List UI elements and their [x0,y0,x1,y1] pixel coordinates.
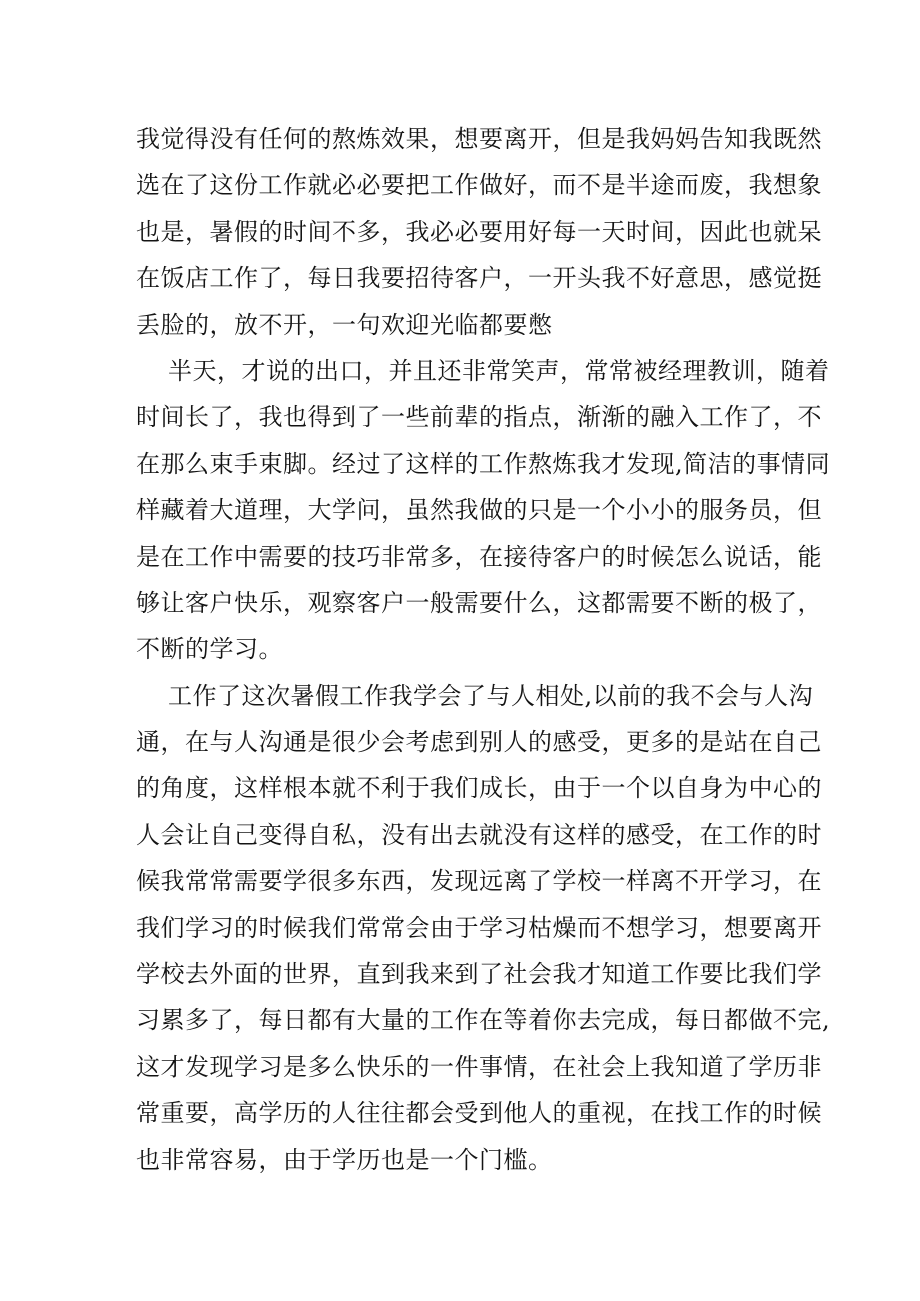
text-line: 够让客户快乐，观察客户一般需要什么，这都需要不断的极了， [136,588,822,617]
text-line: 这才发现学习是多么快乐的一件事情，在社会上我知道了学历非 [136,1052,822,1081]
text-line: 我们学习的时候我们常常会由于学习枯燥而不想学习，想要离开 [136,913,822,942]
paragraph-3 [136,673,831,1183]
text-line: 也非常容易，由于学历也是一个门槛。 [136,1145,553,1174]
text-line: 人会让自己变得自私，没有出去就没有这样的感受，在工作的时 [136,820,822,849]
text-line: 选在了这份工作就必必要把工作做好，而不是半途而废，我想象 [136,171,822,200]
text-line: 工作了这次暑假工作我学会了与人相处,以前的我不会与人沟 [168,681,814,710]
paragraph-1 [136,116,822,348]
text-line: 常重要，高学历的人往往都会受到他人的重视，在找工作的时候 [136,1099,822,1128]
paragraph-2 [136,348,831,673]
text-line: 在饭店工作了，每日我要招待客户，一开头我不好意思，感觉挺 [136,264,822,293]
text-line: 在那么束手束脚。经过了这样的工作熬炼我才发现,简洁的事情同 [136,449,831,478]
text-line: 不断的学习。 [136,635,283,664]
text-line: 习累多了，每日都有大量的工作在等着你去完成，每日都做不完, [136,1006,831,1035]
text-line: 半天，才说的出口，并且还非常笑声，常常被经理教训，随着 [168,356,830,385]
text-line: 的角度，这样根本就不利于我们成长，由于一个以自身为中心的 [136,774,822,803]
text-line: 是在工作中需要的技巧非常多，在接待客户的时候怎么说话，能 [136,542,822,571]
text-line: 学校去外面的世界，直到我来到了社会我才知道工作要比我们学 [136,960,822,989]
text-line: 丢脸的，放不开，一句欢迎光临都要憋 [136,310,553,339]
document-body [136,116,831,1183]
text-line: 样藏着大道理，大学问，虽然我做的只是一个小小的服务员，但 [136,496,822,525]
text-line: 也是，暑假的时间不多，我必必要用好每一天时间，因此也就呆 [136,217,822,246]
text-line: 候我常常需要学很多东西，发现远离了学校一样离不开学习，在 [136,867,822,896]
text-line: 时间长了，我也得到了一些前辈的指点，渐渐的融入工作了，不 [136,403,822,432]
text-line: 通，在与人沟通是很少会考虑到别人的感受，更多的是站在自己 [136,728,822,757]
text-line: 我觉得没有任何的熬炼效果，想要离开，但是我妈妈告知我既然 [136,125,822,153]
